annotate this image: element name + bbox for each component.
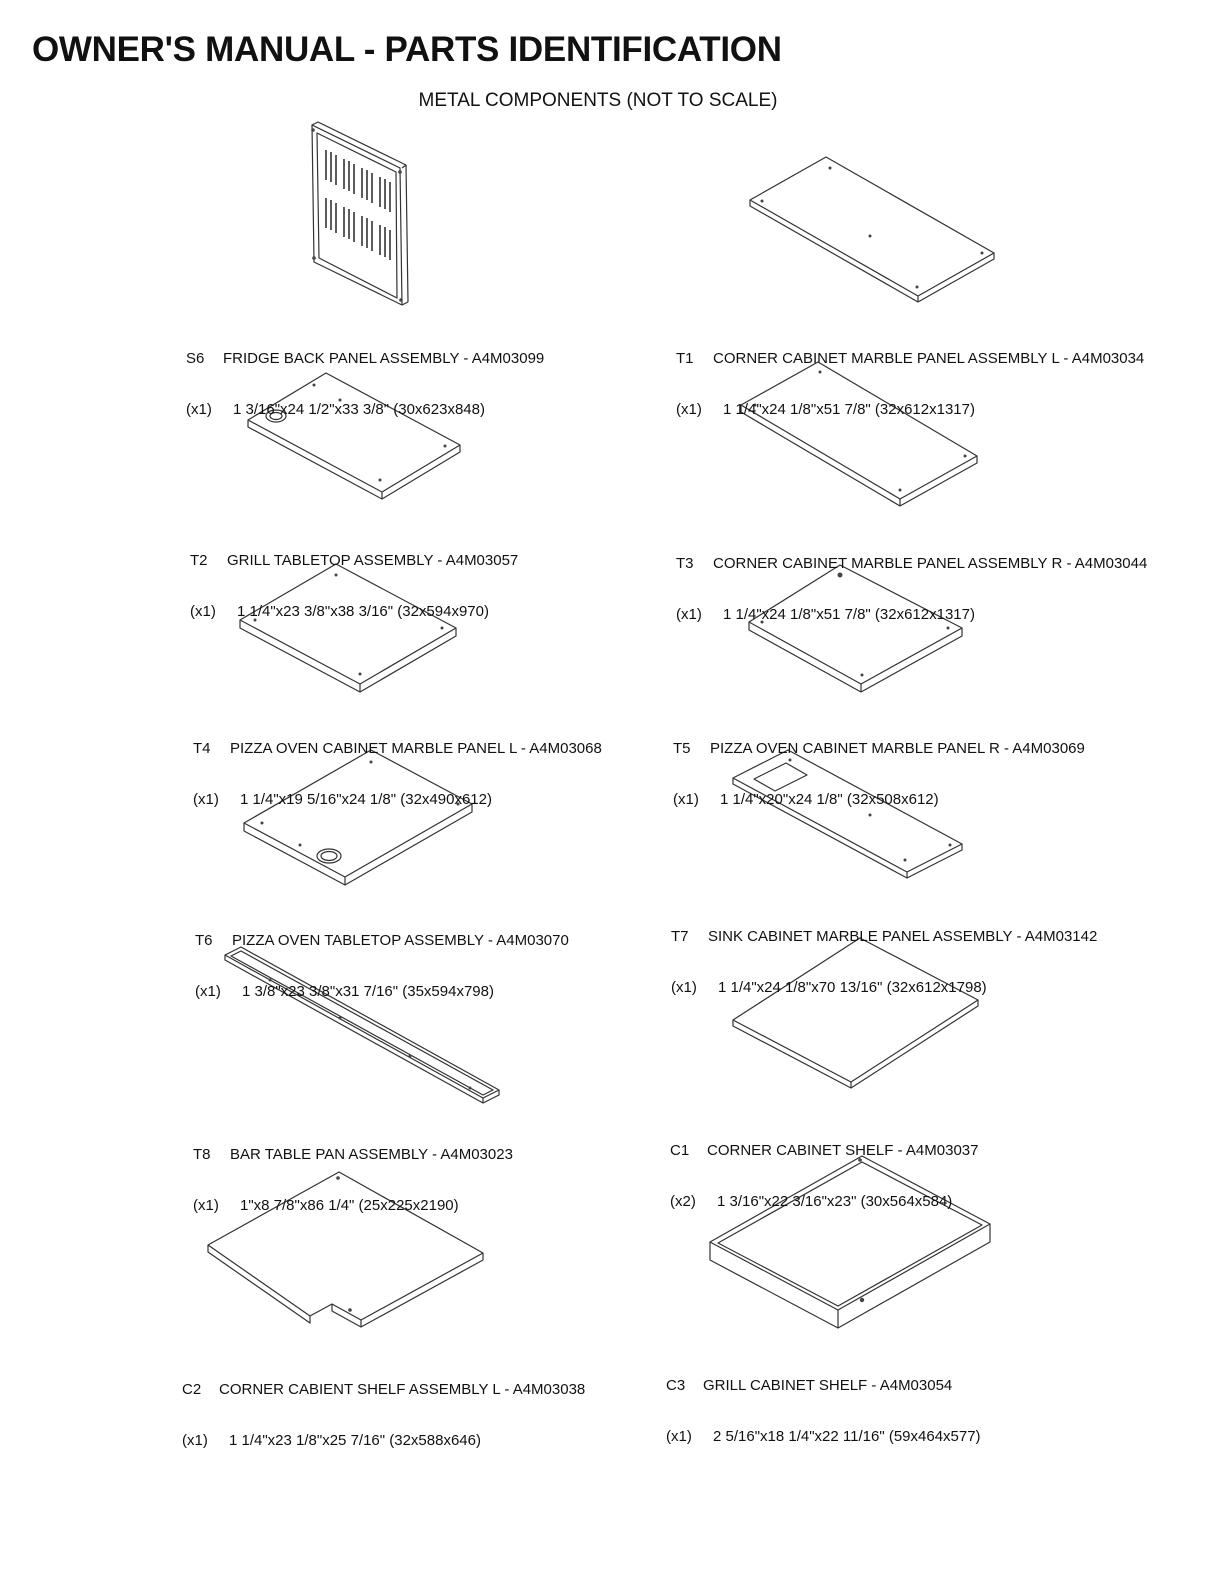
corner-cabinet-panel-l-illustration xyxy=(750,157,994,302)
part-caption-t5: T5 PIZZA OVEN CABINET MARBLE PANEL R - A4M03069 (x1) 1 1/4"x20"x24 1/8" (32x508x612) xyxy=(673,740,1085,808)
part-caption-c1: C1 CORNER CABINET SHELF - A4M03037 (x2) 1 3/16"x22 3/16"x23" (30x564x584) xyxy=(670,1142,979,1210)
part-caption-t4: T4 PIZZA OVEN CABINET MARBLE PANEL L - A4M03068 (x1) 1 1/4"x19 5/16"x24 1/8" (32x490x612) xyxy=(193,740,602,808)
part-caption-c3: C3 GRILL CABINET SHELF - A4M03054 (x1) 2 5/16"x18 1/4"x22 11/16" (59x464x577) xyxy=(666,1377,981,1445)
part-caption-t3: T3 CORNER CABINET MARBLE PANEL ASSEMBLY R - A4M03044 (x1) 1 1/4"x24 1/8"x51 7/8" (32x612x1317) xyxy=(676,555,1148,623)
part-caption-t2: T2 GRILL TABLETOP ASSEMBLY - A4M03057 (x1) 1 1/4"x23 3/8"x38 3/16" (32x594x970) xyxy=(190,552,519,620)
part-caption-t7: T7 SINK CABINET MARBLE PANEL ASSEMBLY - A4M03142 (x1) 1 1/4"x24 1/8"x70 13/16" (32x612x1798) xyxy=(671,928,1098,996)
part-caption-t6: T6 PIZZA OVEN TABLETOP ASSEMBLY - A4M03070 (x1) 1 3/8"x23 3/8"x31 7/16" (35x594x798) xyxy=(195,932,569,1000)
part-caption-c2: C2 CORNER CABIENT SHELF ASSEMBLY L - A4M03038 (x1) 1 1/4"x23 1/8"x25 7/16" (32x588x646) xyxy=(182,1381,586,1449)
fridge-back-panel-illustration xyxy=(312,122,408,305)
part-caption-t1: T1 CORNER CABINET MARBLE PANEL ASSEMBLY L - A4M03034 (x1) 1 1/4"x24 1/8"x51 7/8" (32x612x1317) xyxy=(676,350,1145,418)
page-title: OWNER'S MANUAL - PARTS IDENTIFICATION xyxy=(32,30,782,69)
part-caption-s6: S6 FRIDGE BACK PANEL ASSEMBLY - A4M03099 (x1) 1 3/16"x24 1/2"x33 3/8" (30x623x848) xyxy=(186,350,545,418)
page-subtitle: METAL COMPONENTS (NOT TO SCALE) xyxy=(418,90,778,111)
part-caption-t8: T8 BAR TABLE PAN ASSEMBLY - A4M03023 (x1) 1"x8 7/8"x86 1/4" (25x225x2190) xyxy=(193,1146,513,1214)
